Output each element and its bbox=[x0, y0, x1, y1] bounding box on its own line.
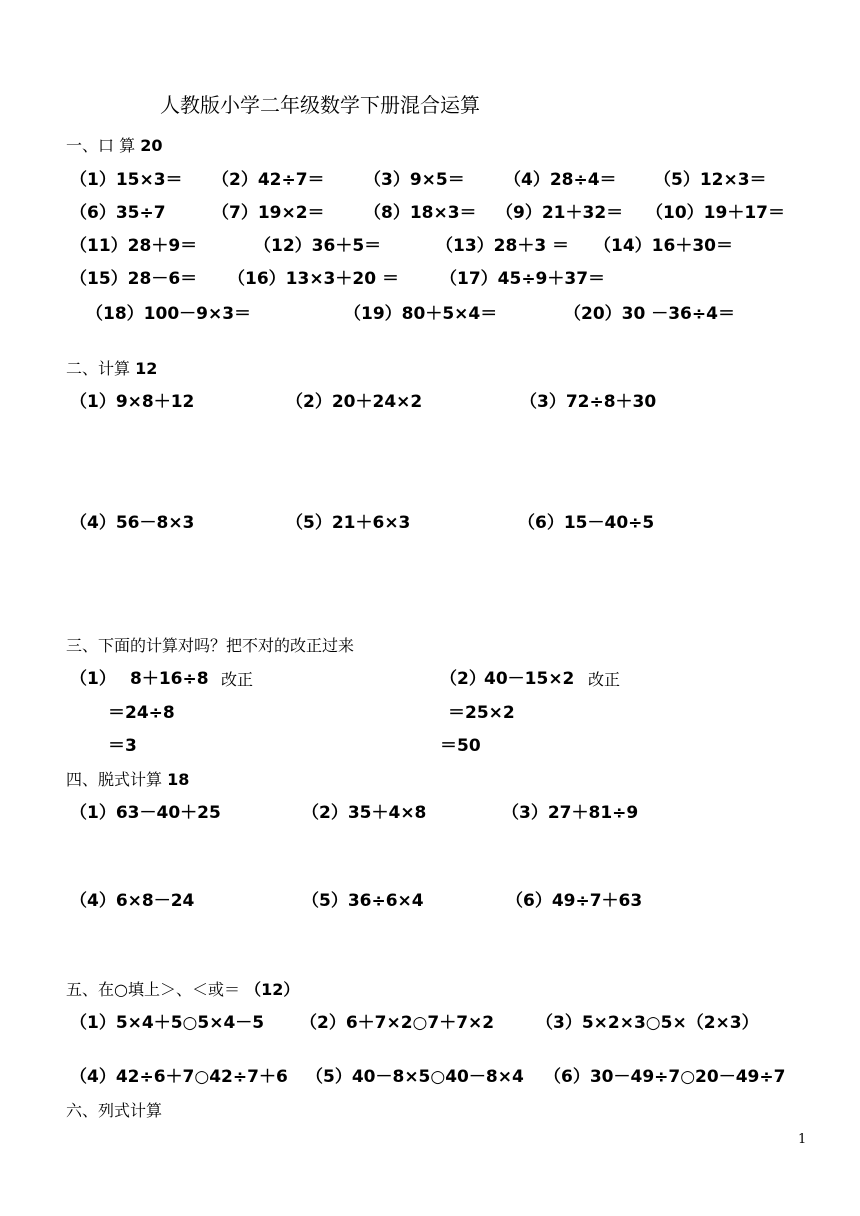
section-4-score: 18 bbox=[167, 770, 190, 789]
problem-4-5: （5）36÷6×4 bbox=[302, 891, 424, 911]
problem-3-1-expr: 8＋16÷8 bbox=[130, 669, 209, 689]
problem-5-2: （2）6＋7×2○7＋7×2 bbox=[300, 1013, 495, 1033]
problem-1-16: （16）13×3＋20 ＝ bbox=[228, 269, 399, 289]
problem-3-2-fix-label: 改正 bbox=[588, 670, 621, 689]
problem-2-5: （5）21＋6×3 bbox=[286, 513, 411, 533]
problem-2-4: （4）56－8×3 bbox=[70, 513, 195, 533]
problem-3-1-step1: ＝24÷8 bbox=[108, 703, 175, 723]
problem-4-4: （4）6×8－24 bbox=[70, 891, 195, 911]
problem-4-3: （3）27＋81÷9 bbox=[502, 803, 639, 823]
problem-1-17: （17）45÷9＋37＝ bbox=[440, 269, 606, 289]
problem-1-10: （10）19＋17＝ bbox=[646, 203, 785, 223]
problem-5-5: （5）40－8×5○40－8×4 bbox=[306, 1067, 524, 1087]
problem-2-3: （3）72÷8＋30 bbox=[520, 392, 657, 412]
problem-4-2: （2）35＋4×8 bbox=[302, 803, 427, 823]
section-2-title: 二、计算 bbox=[66, 359, 131, 378]
problem-3-2-expr: 40－15×2 bbox=[484, 669, 575, 689]
section-1-score: 20 bbox=[140, 136, 163, 155]
problem-1-2: （2）42÷7＝ bbox=[212, 170, 325, 190]
problem-2-2: （2）20＋24×2 bbox=[286, 392, 423, 412]
page-number: 1 bbox=[798, 1132, 807, 1147]
section-6-heading: 六、列式计算 bbox=[66, 1101, 163, 1120]
section-1-heading bbox=[66, 136, 162, 156]
problem-2-1: （1）9×8＋12 bbox=[70, 392, 195, 412]
problem-1-14: （14）16＋30＝ bbox=[594, 236, 733, 256]
section-5-heading bbox=[66, 980, 299, 1000]
problem-1-12: （12）36＋5＝ bbox=[254, 236, 382, 256]
problem-3-2-label: （2） bbox=[440, 669, 486, 689]
problem-1-6: （6）35÷7 bbox=[70, 203, 166, 223]
page-title: 人教版小学二年级数学下册混合运算 bbox=[160, 93, 480, 117]
problem-1-15: （15）28－6＝ bbox=[70, 269, 198, 289]
problem-5-1: （1）5×4＋5○5×4－5 bbox=[70, 1013, 265, 1033]
problem-3-1-step2: ＝3 bbox=[108, 736, 137, 756]
problem-1-8: （8）18×3＝ bbox=[364, 203, 477, 223]
problem-1-7: （7）19×2＝ bbox=[212, 203, 325, 223]
problem-4-1: （1）63－40＋25 bbox=[70, 803, 221, 823]
section-4-heading bbox=[66, 770, 189, 790]
section-5-title: 五、在○填上＞、＜或＝ bbox=[66, 980, 240, 999]
problem-3-2-step2: ＝50 bbox=[440, 736, 481, 756]
problem-1-19: （19）80＋5×4＝ bbox=[344, 304, 498, 324]
section-3-heading: 三、下面的计算对吗？把不对的改正过来 bbox=[66, 636, 355, 655]
problem-1-20: （20）30 －36÷4＝ bbox=[564, 304, 735, 324]
section-2-heading bbox=[66, 359, 157, 379]
section-4-title: 四、脱式计算 bbox=[66, 770, 163, 789]
section-5-score: （12） bbox=[245, 980, 300, 999]
problem-1-13: （13）28＋3 ＝ bbox=[436, 236, 570, 256]
problem-1-9: （9）21＋32＝ bbox=[496, 203, 624, 223]
problem-1-11: （11）28＋9＝ bbox=[70, 236, 198, 256]
problem-1-4: （4）28÷4＝ bbox=[504, 170, 617, 190]
problem-1-3: （3）9×5＝ bbox=[364, 170, 465, 190]
section-1-title: 一、口 算 bbox=[66, 136, 136, 155]
problem-5-4: （4）42÷6＋7○42÷7＋6 bbox=[70, 1067, 288, 1087]
problem-2-6: （6）15－40÷5 bbox=[518, 513, 655, 533]
problem-1-5: （5）12×3＝ bbox=[654, 170, 767, 190]
problem-3-2-step1: ＝25×2 bbox=[448, 703, 515, 723]
section-2-score: 12 bbox=[135, 359, 158, 378]
problem-3-1-fix-label: 改正 bbox=[221, 670, 254, 689]
problem-5-3: （3）5×2×3○5×（2×3） bbox=[536, 1013, 759, 1033]
problem-4-6: （6）49÷7＋63 bbox=[506, 891, 643, 911]
problem-3-1-label: （1） bbox=[70, 669, 116, 689]
problem-1-1: （1）15×3＝ bbox=[70, 170, 183, 190]
problem-5-6: （6）30－49÷7○20－49÷7 bbox=[544, 1067, 786, 1087]
problem-1-18: （18）100－9×3＝ bbox=[86, 304, 252, 324]
